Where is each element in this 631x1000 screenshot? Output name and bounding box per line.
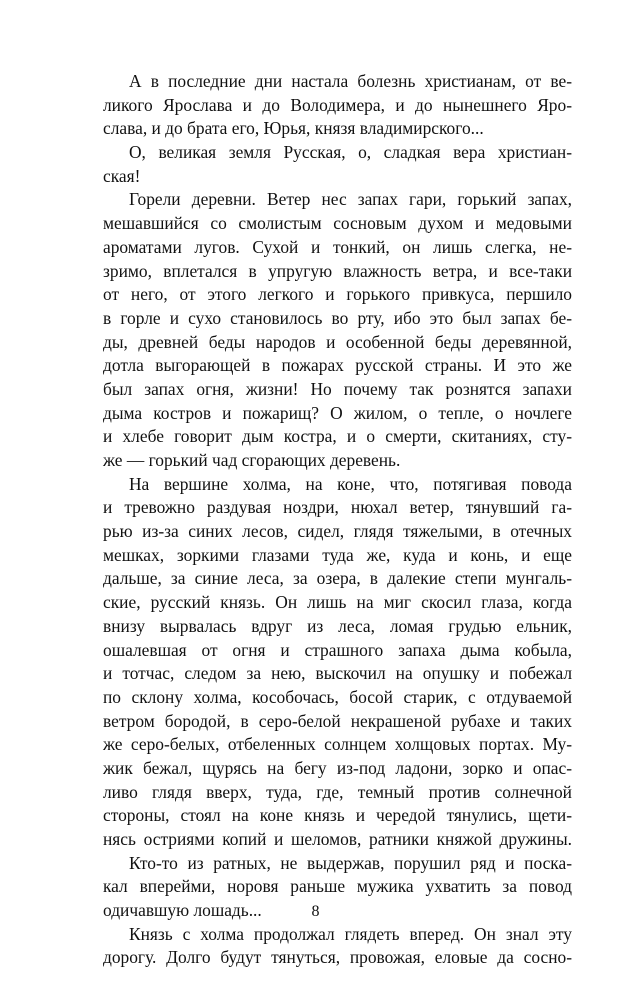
text-line: дотла выгорающей в пожарах русской страны. И это же: [103, 355, 572, 376]
text-line: одичавшую лошадь...: [103, 900, 262, 921]
text-line: ды, древней беды народов и особенной беды деревянной,: [103, 331, 572, 352]
text-line: же — горький чад сгорающих деревень.: [103, 450, 401, 470]
text-line: рью из-за синих лесов, сидел, глядя тяжелыми, в отечных: [103, 521, 572, 542]
text-line: Кто-то из ратных, не выдержав, порушил ряд и поска-: [129, 852, 572, 873]
page-text: [103, 70, 572, 970]
text-line: Князь с холма продолжал глядеть вперед. Он знал эту: [129, 923, 572, 944]
text-line: зримо, вплетался в упругую влажность ветра, и все-таки: [103, 260, 572, 281]
text-line: по склону холма, кособочась, босой старик, с отдуваемой: [103, 686, 572, 707]
text-line: А в последние дни настала болезнь христианам, от ве-: [129, 71, 572, 91]
text-line: О, великая земля Русская, о, сладкая вера христиан-: [129, 142, 572, 163]
text-line: же серо-белых, отбеленных солнцем холщовых портах. Му-: [103, 734, 572, 755]
text-line: в горле и сухо становилось во рту, ибо это был запах бе-: [103, 307, 572, 328]
text-line: мешках, зоркими глазами туда же, куда и конь, и еще: [103, 544, 572, 565]
page-number: 8: [311, 903, 320, 920]
text-line: Горели деревни. Ветер нес запах гари, горький запах,: [129, 189, 572, 210]
text-line: ликого Ярослава и до Володимера, и до нынешнего Яро-: [103, 94, 572, 115]
paragraph: [103, 70, 572, 141]
text-line: слава, и до брата его, Юрья, князя владимирского...: [103, 118, 484, 139]
text-line: внизу вырвалась вдруг из леса, ломая грудью ельник,: [103, 615, 572, 636]
paragraph: [103, 473, 572, 923]
text-line: ошалевшая от огня и страшного запаха дыма кобыла,: [103, 639, 572, 660]
text-line: стороны, стоял на коне князь и чередой тянулись, щети-: [103, 805, 572, 826]
text-line: от него, от этого легкого и горького привкуса, першило: [103, 284, 572, 305]
paragraph: [103, 188, 572, 472]
text-line: мешавшийся со смолистым сосновым духом и медовыми: [103, 213, 572, 234]
paragraph: [103, 141, 572, 188]
text-line: был запах огня, жизни! Но почему так рознятся запахи: [103, 378, 572, 399]
text-line: На вершине холма, на коне, что, потягивая повода: [129, 473, 572, 494]
text-line: и хлебе говорит дым костра, и о смерти, скитаниях, сту-: [103, 426, 572, 447]
text-line: кал вперейми, норовя раньше мужика ухватить за повод: [103, 876, 572, 897]
text-line: и тотчас, следом за нею, выскочил на опушку и побежал: [103, 663, 572, 684]
text-line: и тревожно раздувая ноздри, нюхал ветер, тянувший га-: [103, 497, 572, 518]
paragraph: [103, 923, 572, 970]
text-line: жик бежал, щурясь на бегу из-под ладони, зорко и опас-: [103, 757, 572, 778]
text-line: дорогу. Долго будут тянуться, провожая, еловые да сосно-: [103, 947, 572, 968]
text-line: ская!: [103, 165, 141, 186]
text-line: ливо глядя вверх, туда, где, темный против солнечной: [103, 781, 572, 802]
text-line: дыма костров и пожарищ? О жилом, о тепле, о ночлеге: [103, 402, 572, 423]
text-line: нясь остриями копий и шеломов, ратники княжой дружины.: [103, 829, 572, 849]
text-line: дальше, за синие леса, за озера, в далекие степи мунгаль-: [103, 568, 572, 589]
text-line: ветром бородой, в серо-белой некрашеной рубахе и таких: [103, 710, 572, 731]
text-line: ароматами лугов. Сухой и тонкий, он лишь слегка, не-: [103, 236, 572, 257]
text-line: ские, русский князь. Он лишь на миг скосил глаза, когда: [103, 592, 572, 613]
